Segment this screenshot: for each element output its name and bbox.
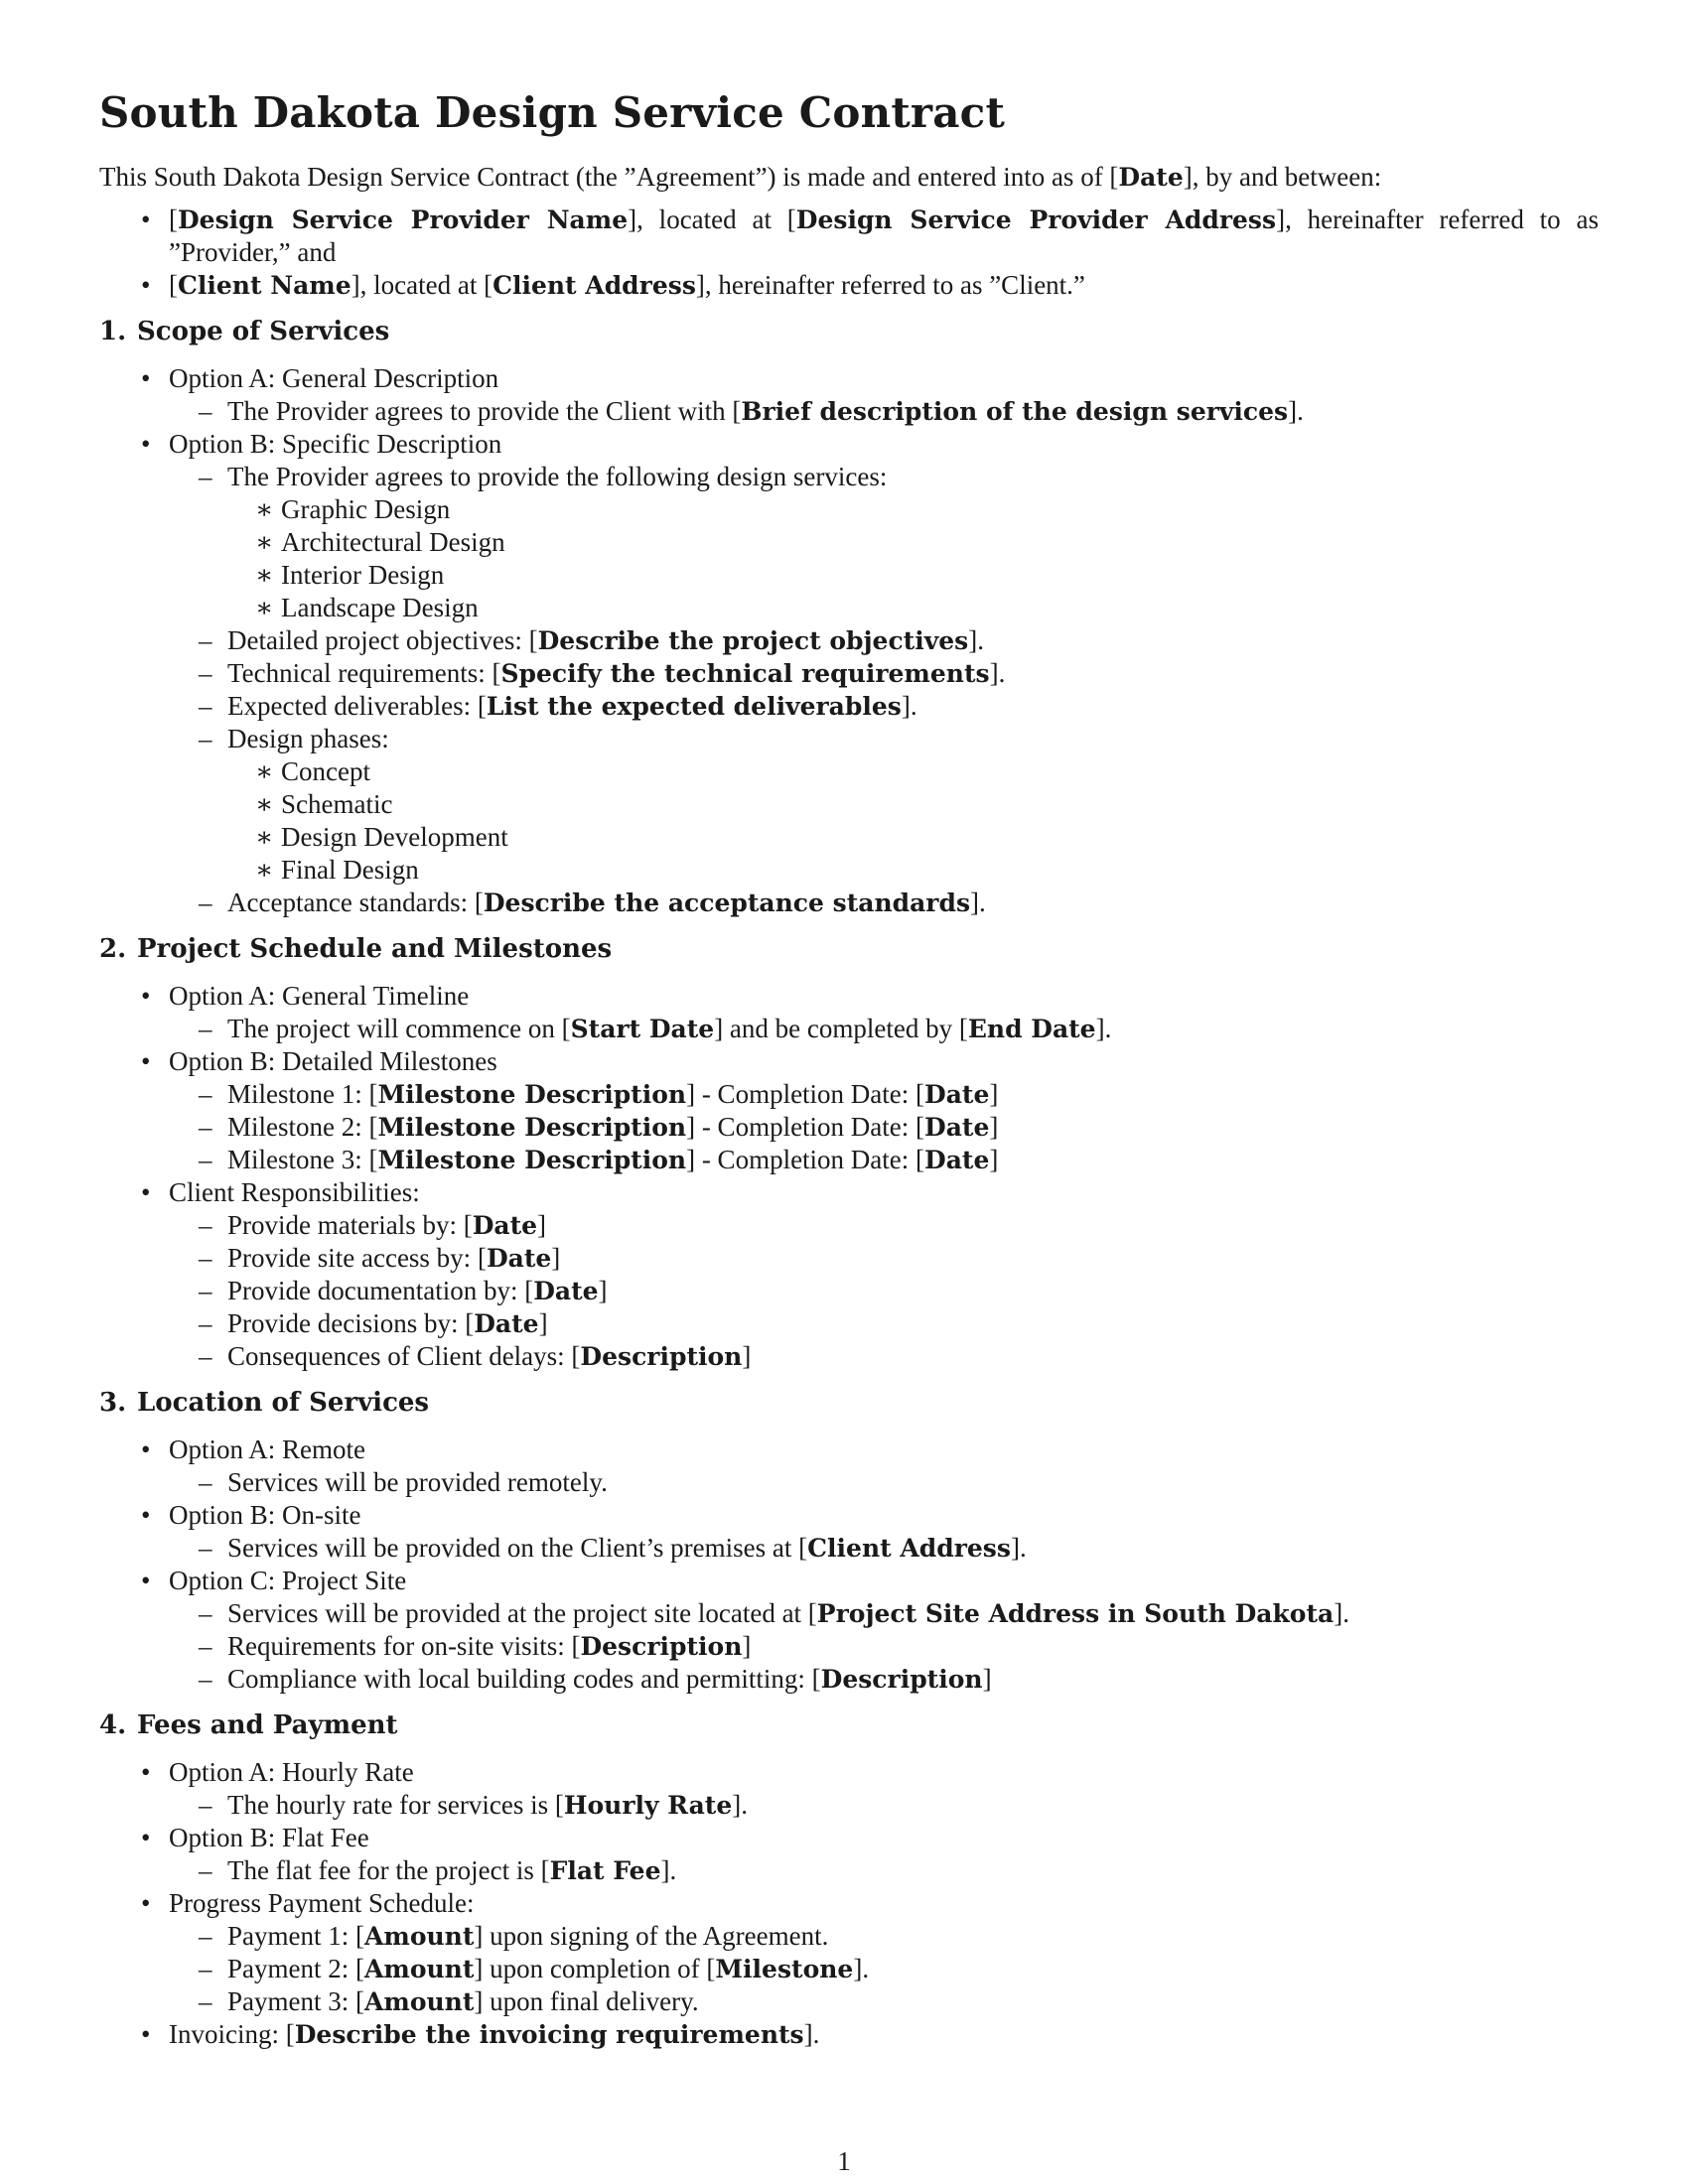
- list-item: – The Provider agrees to provide the following design services: ∗ Graphic Design ∗ Architectural Design ∗ Interior Design ∗ Landscape Design: [169, 461, 1599, 624]
- list-item: – Consequences of Client delays: [Description]: [169, 1340, 1599, 1373]
- placeholder-date: Date: [1118, 163, 1184, 192]
- section-heading: 3. Location of Services: [99, 1388, 430, 1418]
- section-scope-of-services: [99, 316, 1599, 919]
- parties-list: [99, 204, 1599, 302]
- list-item: – Milestone 1: [Milestone Description] - Completion Date: [Date]: [169, 1078, 1599, 1111]
- list-item: ∗ Final Design: [227, 854, 1599, 887]
- list-item: • Option B: On-site – Services will be provided on the Client’s premises at [Client Address].: [99, 1499, 1599, 1565]
- list-item: – Milestone 2: [Milestone Description] - Completion Date: [Date]: [169, 1111, 1599, 1144]
- list-item: – Milestone 3: [Milestone Description] - Completion Date: [Date]: [169, 1144, 1599, 1176]
- list-item: ∗ Graphic Design: [227, 493, 1599, 526]
- list-item: ∗ Architectural Design: [227, 526, 1599, 559]
- section-fees-and-payment: [99, 1709, 1599, 2051]
- list-item: – Payment 1: [Amount] upon signing of the Agreement.: [169, 1920, 1599, 1953]
- list-item: – Services will be provided at the project site located at [Project Site Address in South Dakota].: [169, 1597, 1599, 1630]
- party-provider: • [Design Service Provider Name], located at [Design Service Provider Address], hereinafter referred to as ”Provider,” and: [99, 204, 1599, 269]
- list-item: – Requirements for on-site visits: [Description]: [169, 1630, 1599, 1663]
- section-list: [99, 1433, 1599, 1696]
- list-item: – The Provider agrees to provide the Client with [Brief description of the design services].: [169, 395, 1599, 428]
- list-item: ∗ Schematic: [227, 788, 1599, 821]
- list-item: – Provide decisions by: [Date]: [169, 1307, 1599, 1340]
- section-list: [99, 362, 1599, 919]
- list-item: • Option C: Project Site – Services will be provided at the project site located at [Project Site Address in South Dakota]. – Requirements for on-site visits: [Description] – Compliance with local building codes and permitting: [Description]: [99, 1565, 1599, 1696]
- list-item: – Services will be provided remotely.: [169, 1466, 1599, 1499]
- section-heading: 1. Scope of Services: [99, 317, 390, 346]
- list-item: – Services will be provided on the Client’s premises at [Client Address].: [169, 1532, 1599, 1565]
- section-heading: 4. Fees and Payment: [99, 1710, 398, 1740]
- list-item: • Option A: Hourly Rate – The hourly rate for services is [Hourly Rate].: [99, 1756, 1599, 1822]
- list-item: – Payment 3: [Amount] upon final delivery.: [169, 1985, 1599, 2018]
- list-item: – Provide documentation by: [Date]: [169, 1275, 1599, 1307]
- list-item: – The flat fee for the project is [Flat Fee].: [169, 1854, 1599, 1887]
- list-item: • Option B: Detailed Milestones – Milestone 1: [Milestone Description] - Completion Date: [Date] – Milestone 2: [Milestone Description] - Completion Date: [Date] – Milestone 3: [Milestone Description] - Completion Date: [Date]: [99, 1045, 1599, 1176]
- document-title: South Dakota Design Service Contract: [99, 88, 1006, 137]
- list-item: • Option A: General Description – The Provider agrees to provide the Client with [Brief description of the design services].: [99, 362, 1599, 428]
- list-item: • Option B: Specific Description – The Provider agrees to provide the following design services: ∗ Graphic Design ∗ Architectural Design ∗ Interior Design ∗ Landscape Design – Detailed project objectives: [Describe the project objectives]. – Technical requirements: [Specify the technical requirements]. – Expected deliverables: [List the expected deliverables]. – Design phases: ∗ Concept ∗ Schematic ∗ Design Development ∗ Final Design – Acceptance standards: [Describe the acceptance standards].: [99, 428, 1599, 919]
- list-item: – Detailed project objectives: [Describe the project objectives].: [169, 624, 1599, 657]
- list-item: – Design phases: ∗ Concept ∗ Schematic ∗ Design Development ∗ Final Design: [169, 723, 1599, 887]
- section-location-of-services: [99, 1387, 1599, 1696]
- intro-paragraph: This South Dakota Design Service Contract (the ”Agreement”) is made and entered into as of [Date], by and between:: [99, 162, 1382, 192]
- party-client: • [Client Name], located at [Client Address], hereinafter referred to as ”Client.”: [99, 269, 1599, 302]
- list-item: – Payment 2: [Amount] upon completion of [Milestone].: [169, 1953, 1599, 1985]
- list-item: – The project will commence on [Start Date] and be completed by [End Date].: [169, 1013, 1599, 1045]
- list-item: • Client Responsibilities: – Provide materials by: [Date] – Provide site access by: [Date] – Provide documentation by: [Date] – Provide decisions by: [Date] – Consequences of Client delays: [Description]: [99, 1176, 1599, 1373]
- list-item: – Expected deliverables: [List the expected deliverables].: [169, 690, 1599, 723]
- list-item: • Invoicing: [Describe the invoicing requirements].: [99, 2018, 1599, 2051]
- list-item: • Option A: General Timeline – The project will commence on [Start Date] and be completed by [End Date].: [99, 980, 1599, 1045]
- list-item: ∗ Landscape Design: [227, 592, 1599, 624]
- list-item: ∗ Design Development: [227, 821, 1599, 854]
- list-item: • Option B: Flat Fee – The flat fee for the project is [Flat Fee].: [99, 1822, 1599, 1887]
- document-page: [99, 87, 1599, 2065]
- section-heading: 2. Project Schedule and Milestones: [99, 934, 613, 964]
- list-item: – Technical requirements: [Specify the technical requirements].: [169, 657, 1599, 690]
- section-project-schedule: [99, 933, 1599, 1373]
- section-list: [99, 980, 1599, 1373]
- list-item: – Provide materials by: [Date]: [169, 1209, 1599, 1242]
- list-item: – Acceptance standards: [Describe the acceptance standards].: [169, 887, 1599, 919]
- page-number: 1: [837, 2146, 851, 2176]
- list-item: • Option A: Remote – Services will be provided remotely.: [99, 1433, 1599, 1499]
- list-item: ∗ Interior Design: [227, 559, 1599, 592]
- list-item: ∗ Concept: [227, 755, 1599, 788]
- list-item: – The hourly rate for services is [Hourly Rate].: [169, 1789, 1599, 1822]
- list-item: • Progress Payment Schedule: – Payment 1: [Amount] upon signing of the Agreement. – Payment 2: [Amount] upon completion of [Milestone]. – Payment 3: [Amount] upon final delivery.: [99, 1887, 1599, 2018]
- list-item: – Provide site access by: [Date]: [169, 1242, 1599, 1275]
- section-list: [99, 1756, 1599, 2051]
- list-item: – Compliance with local building codes and permitting: [Description]: [169, 1663, 1599, 1696]
